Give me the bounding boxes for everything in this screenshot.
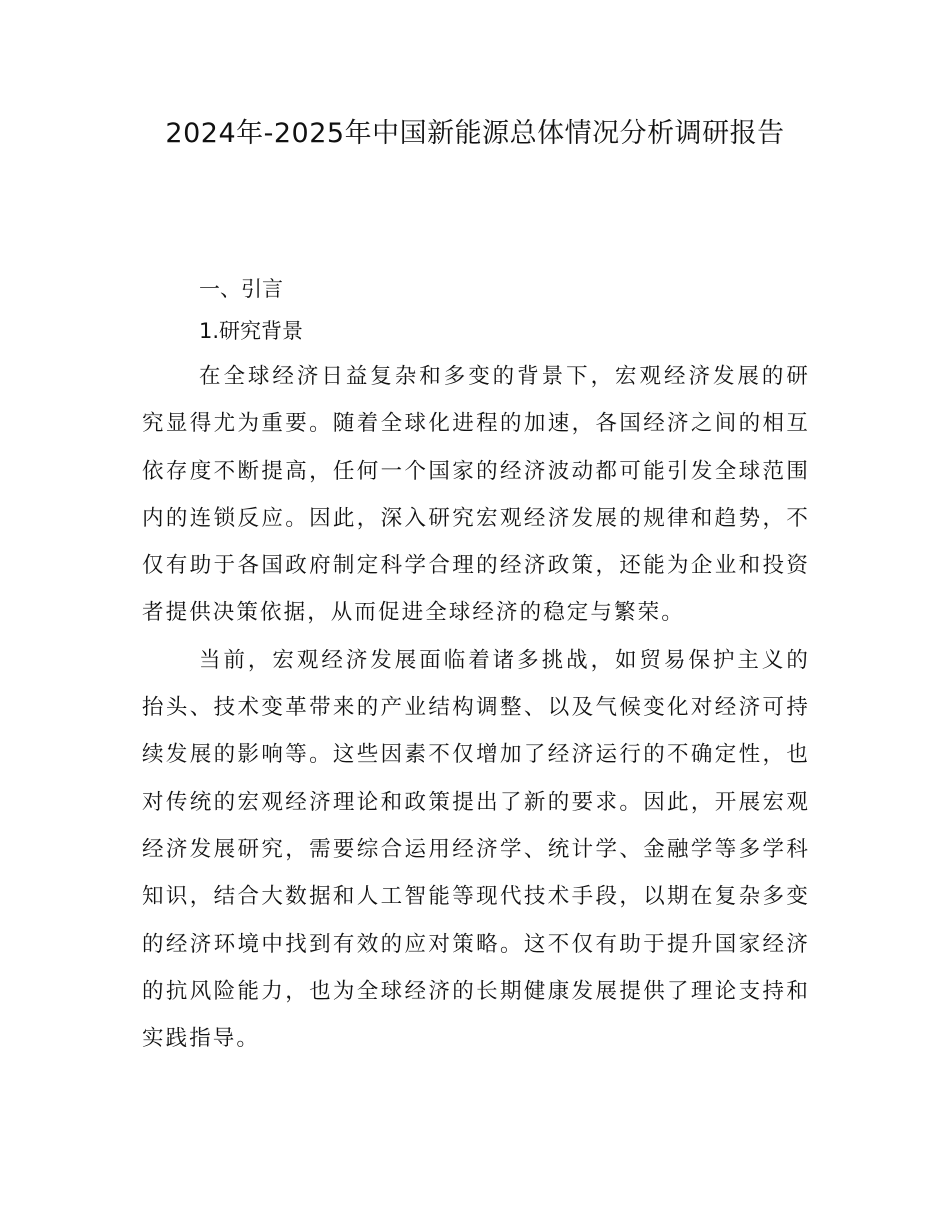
body-paragraph: 在全球经济日益复杂和多变的背景下，宏观经济发展的研究显得尤为重要。随着全球化进程的加速，各国经济之间的相互依存度不断提高，任何一个国家的经济波动都可能引发全球范围内的连锁反应。因此，深入研究宏观经济发展的规律和趋势，不仅有助于各国政府制定科学合理的经济政策，还能为企业和投资者提供决策依据，从而促进全球经济的稳定与繁荣。 xyxy=(142,364,810,626)
document-body xyxy=(142,268,810,1062)
body-paragraph: 当前，宏观经济发展面临着诸多挑战，如贸易保护主义的抬头、技术变革带来的产业结构调整、以及气候变化对经济可持续发展的影响等。这些因素不仅增加了经济运行的不确定性，也对传统的宏观经济理论和政策提出了新的要求。因此，开展宏观经济发展研究，需要综合运用经济学、统计学、金融学等多学科知识，结合大数据和人工智能等现代技术手段，以期在复杂多变的经济环境中找到有效的应对策略。这不仅有助于提升国家经济的抗风险能力，也为全球经济的长期健康发展提供了理论支持和实践指导。 xyxy=(142,647,810,1052)
section-heading: 一、引言 xyxy=(199,277,283,301)
subsection-heading: 1.研究背景 xyxy=(199,319,304,343)
document-title: 2024年-2025年中国新能源总体情况分析调研报告 xyxy=(165,118,785,149)
